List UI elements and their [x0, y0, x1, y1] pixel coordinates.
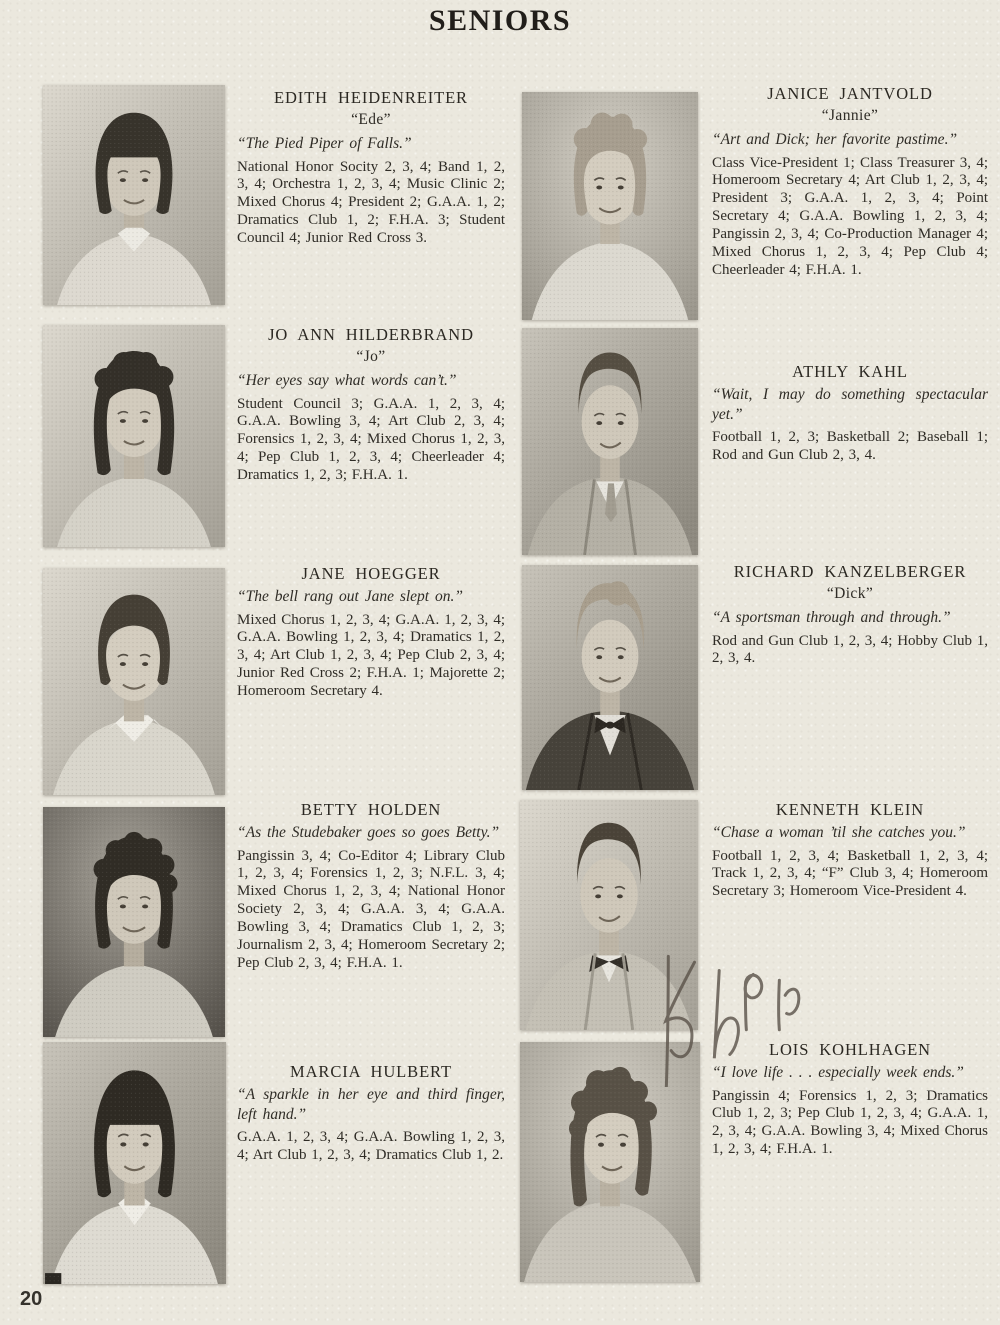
senior-entry-marcia-hulbert — [237, 1062, 505, 1165]
senior-entry-betty-holden — [237, 800, 505, 972]
senior-activities: Rod and Gun Club 1, 2, 3, 4; Hobby Club 1, 2, 3, 4. — [712, 632, 988, 667]
senior-name: JANICE JANTVOLD — [767, 84, 933, 103]
senior-entry-richard-kanzelberger — [712, 562, 988, 668]
portrait-photo-richard-kanzelberger — [522, 565, 698, 790]
senior-quote: “The Pied Piper of Falls.” — [237, 135, 412, 152]
senior-nickname: “Dick” — [826, 585, 874, 602]
portrait-photo-lois-kohlhagen — [520, 1042, 700, 1282]
page-number: 20 — [20, 1288, 43, 1310]
senior-activities: National Honor Socity 2, 3, 4; Band 1, 2, 3, 4; Orchestra 1, 2, 3, 4; Music Clinic 2; Mixed Chorus 4; President 2; G.A.A. 1, 2; Dramatics Club 1, 2; F.H.A. 3; Student Council 4; Junior Red Cross 3. — [237, 158, 505, 246]
senior-quote: “Wait, I may do something spectacular yet.” — [712, 386, 988, 423]
senior-activities: Pangissin 4; Forensics 1, 2, 3; Dramatics Club 1, 2, 3; Pep Club 1, 2, 3, 4; G.A.A. 1, 2, 3, 4; G.A.A. Bowling 3, 4; Mixed Chorus 1, 2, 3, 4; F.H.A. 1. — [712, 1087, 988, 1158]
senior-name: LOIS KOHLHAGEN — [769, 1040, 931, 1059]
senior-activities: Class Vice-President 1; Class Treasurer 3, 4; Homeroom Secretary 4; Art Club 1, 2, 3, 4; President 3; G.A.A. 1, 2, 3, 4; Point Secretary 4; G.A.A. Bowling 1, 2, 3, 4; Pangissin 2, 3, 4; Co-Production Manager 4; Mixed Chorus 1, 2, 3, 4; Pep Club 4; Cheerleader 4; F.H.A. 1. — [712, 154, 988, 278]
senior-activities: Football 1, 2, 3, 4; Basketball 1, 2, 3, 4; Track 1, 2, 3, 4; “F” Club 3, 4; Homeroom Secretary 3; Homeroom Vice-President 4. — [712, 847, 988, 900]
senior-name: ATHLY KAHL — [792, 362, 908, 381]
senior-name: JO ANN HILDERBRAND — [268, 325, 474, 344]
portrait-photo-betty-holden — [43, 807, 225, 1037]
senior-activities: Football 1, 2, 3; Basketball 2; Baseball 1; Rod and Gun Club 2, 3, 4. — [712, 429, 988, 463]
senior-name: BETTY HOLDEN — [300, 800, 442, 819]
page-title: SENIORS — [428, 4, 572, 37]
senior-entry-edith-heidenreiter — [237, 88, 505, 248]
senior-activities: Student Council 3; G.A.A. 1, 2, 3, 4; G.A.A. Bowling 3, 4; Art Club 2, 3, 4; Forensics 1, 2, 3, 4; Mixed Chorus 1, 2, 3, 4; Pep Club 1, 2, 3, 4; Cheerleader 4; Dramatics 1, 2, 3; F.H.A. 1. — [237, 395, 505, 483]
senior-entry-kenneth-klein — [712, 800, 988, 901]
portrait-photo-jane-hoegger — [43, 568, 225, 795]
senior-nickname: “Ede” — [351, 111, 391, 128]
senior-quote: “Art and Dick; her favorite pastime.” — [712, 131, 958, 148]
senior-quote: “I love life . . . especially week ends.” — [712, 1064, 964, 1081]
portrait-photo-athly-kahl — [522, 328, 698, 555]
senior-name: KENNETH KLEIN — [775, 800, 925, 819]
senior-name: MARCIA HULBERT — [290, 1062, 452, 1081]
portrait-photo-jo-ann-hilderbrand — [43, 325, 225, 547]
senior-nickname: “Jo” — [356, 348, 386, 365]
senior-quote: “Her eyes say what words can’t.” — [237, 372, 457, 389]
senior-quote: “As the Studebaker goes so goes Betty.” — [237, 824, 500, 841]
senior-nickname: “Jannie” — [821, 107, 879, 124]
senior-name: JANE HOEGGER — [301, 564, 441, 583]
portrait-photo-kenneth-klein — [520, 800, 698, 1030]
senior-quote: “The bell rang out Jane slept on.” — [237, 588, 463, 605]
senior-entry-janice-jantvold — [712, 84, 988, 279]
portrait-photo-marcia-hulbert — [43, 1042, 226, 1284]
portrait-photo-janice-jantvold — [522, 92, 698, 320]
senior-name: RICHARD KANZELBERGER — [733, 562, 967, 581]
senior-quote: “Chase a woman ’til she catches you.” — [712, 824, 966, 841]
senior-name: EDITH HEIDENREITER — [274, 88, 468, 107]
senior-entry-jo-ann-hilderbrand — [237, 325, 505, 485]
senior-quote: “A sparkle in her eye and third finger, left hand.” — [237, 1086, 505, 1123]
senior-activities: Pangissin 3, 4; Co-Editor 4; Library Club 1, 2, 3, 4; Forensics 1, 2, 3; N.F.L. 3, 4; Mixed Chorus 1, 2, 3, 4; National Honor Society 2, 3, 4; G.A.A. 3, 4; G.A.A. Bowling 3, 4; Dramatics Club 1, 2, 3; Journalism 2, 3, 4; Homeroom Secretary 2; Pep Club 2, 3, 4; F.H.A. 1. — [237, 847, 505, 971]
senior-entry-jane-hoegger — [237, 564, 505, 701]
senior-entry-athly-kahl — [712, 362, 988, 465]
senior-entry-lois-kohlhagen — [712, 1040, 988, 1159]
senior-activities: G.A.A. 1, 2, 3, 4; G.A.A. Bowling 1, 2, 3, 4; Art Club 1, 2, 3, 4; Dramatics Club 1, 2. — [237, 1129, 505, 1163]
senior-quote: “A sportsman through and through.” — [712, 609, 951, 626]
senior-activities: Mixed Chorus 1, 2, 3, 4; G.A.A. 1, 2, 3, 4; G.A.A. Bowling 1, 2, 3, 4; Dramatics 1, 2, 3, 4; Art Club 1, 2, 3, 4; Pep Club 2, 3, 4; Junior Red Cross 2; F.H.A. 1; Majorette 2; Homeroom Secretary 4. — [237, 611, 505, 699]
portrait-photo-edith-heidenreiter — [43, 85, 225, 305]
